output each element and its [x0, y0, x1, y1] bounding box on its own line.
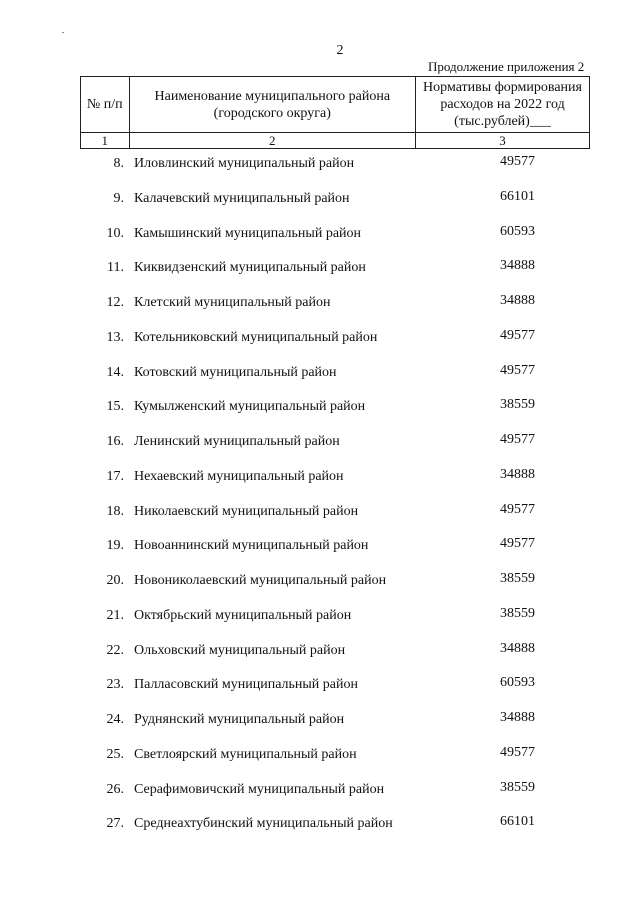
district-name: Камышинский муниципальный район [134, 225, 362, 241]
expense-norm-value: 34888 [500, 293, 535, 308]
row-number: 27. [106, 816, 124, 832]
table-row [80, 218, 590, 253]
district-name: Котельниковский муниципальный район [134, 329, 378, 345]
row-number: 17. [106, 468, 124, 484]
district-name: Ольховский муниципальный район [134, 642, 346, 658]
district-name: Клетский муниципальный район [134, 295, 331, 310]
row-number: 20. [106, 573, 124, 588]
expense-norm-value: 34888 [500, 466, 535, 482]
district-name: Иловлинский муниципальный район [134, 156, 355, 171]
table-row [80, 252, 590, 287]
district-name: Палласовский муниципальный район [134, 677, 358, 693]
table-row [80, 183, 590, 218]
expense-norm-value: 38559 [500, 571, 535, 586]
expense-norm-value: 34888 [500, 258, 535, 274]
table-row [80, 600, 590, 635]
expense-norm-value: 49577 [500, 154, 535, 169]
table-row [80, 357, 590, 392]
row-number: 8. [113, 156, 124, 171]
row-number: 12. [106, 295, 124, 310]
district-name: Среднеахтубинский муниципальный район [134, 816, 393, 832]
row-number: 19. [106, 538, 124, 554]
row-number: 10. [106, 225, 124, 241]
row-number: 14. [106, 364, 124, 380]
district-name: Калачевский муниципальный район [134, 190, 350, 206]
expense-norm-value: 66101 [500, 814, 535, 830]
table-row [80, 391, 590, 426]
column-index-1: 1 [81, 133, 130, 149]
district-name: Николаевский муниципальный район [134, 503, 359, 519]
row-number: 21. [106, 607, 124, 623]
scan-speck [62, 32, 64, 33]
expense-norm-value: 34888 [500, 640, 535, 656]
table-row [80, 148, 590, 183]
column-index-row [81, 133, 590, 149]
district-name: Новониколаевский муниципальный район [134, 573, 387, 588]
table-body [80, 148, 590, 843]
header-name: Наименование муниципального района (городского округа) [129, 77, 415, 133]
table-row [80, 565, 590, 600]
row-number: 16. [106, 434, 124, 449]
expense-norm-value: 34888 [500, 710, 535, 725]
expense-norm-value: 49577 [500, 362, 535, 378]
table-row [80, 704, 590, 739]
page-number: 2 [336, 43, 344, 58]
header-num: № п/п [81, 77, 130, 133]
table-header [80, 76, 590, 149]
table-row [80, 287, 590, 322]
district-name: Октябрьский муниципальный район [134, 607, 352, 623]
table-row [80, 739, 590, 774]
expense-norm-value: 38559 [500, 605, 535, 621]
table-row [80, 808, 590, 843]
table-row [80, 530, 590, 565]
expense-norm-value: 60593 [500, 223, 535, 239]
column-index-3: 3 [416, 133, 590, 149]
column-index-2: 2 [129, 133, 415, 149]
district-name: Кумылженский муниципальный район [134, 399, 366, 415]
table-row [80, 461, 590, 496]
table-row [80, 426, 590, 461]
row-number: 26. [106, 781, 124, 797]
expense-norm-value: 38559 [500, 397, 535, 413]
table-row [80, 774, 590, 809]
row-number: 13. [106, 329, 124, 345]
table-row [80, 635, 590, 670]
row-number: 18. [106, 503, 124, 519]
continuation-note: Продолжение приложения 2 [428, 59, 585, 74]
expense-norm-value: 49577 [500, 432, 535, 447]
expense-norm-value: 66101 [500, 188, 535, 204]
table-row [80, 322, 590, 357]
expense-norm-value: 38559 [500, 779, 535, 795]
district-name: Новоаннинский муниципальный район [134, 538, 369, 554]
expense-norm-value: 60593 [500, 675, 535, 691]
expense-norm-value: 49577 [500, 501, 535, 517]
expense-norm-value: 49577 [500, 744, 535, 760]
expense-norm-value: 49577 [500, 536, 535, 552]
row-number: 22. [106, 642, 124, 658]
row-number: 15. [106, 399, 124, 415]
header-value: Нормативы формирования расходов на 2022 год (тыс.рублей)___ [416, 77, 590, 133]
row-number: 11. [107, 260, 124, 276]
district-name: Котовский муниципальный район [134, 364, 337, 380]
expense-norm-value: 49577 [500, 327, 535, 343]
district-name: Серафимовичский муниципальный район [134, 781, 385, 797]
district-name: Киквидзенский муниципальный район [134, 260, 366, 276]
row-number: 9. [113, 190, 124, 206]
row-number: 24. [106, 712, 124, 727]
table-row [80, 496, 590, 531]
district-name: Ленинский муниципальный район [134, 434, 340, 449]
district-name: Нехаевский муниципальный район [134, 468, 344, 484]
district-name: Светлоярский муниципальный район [134, 746, 357, 762]
table-row [80, 669, 590, 704]
district-name: Руднянский муниципальный район [134, 712, 345, 727]
row-number: 23. [106, 677, 124, 693]
header-row [81, 77, 590, 133]
row-number: 25. [106, 746, 124, 762]
